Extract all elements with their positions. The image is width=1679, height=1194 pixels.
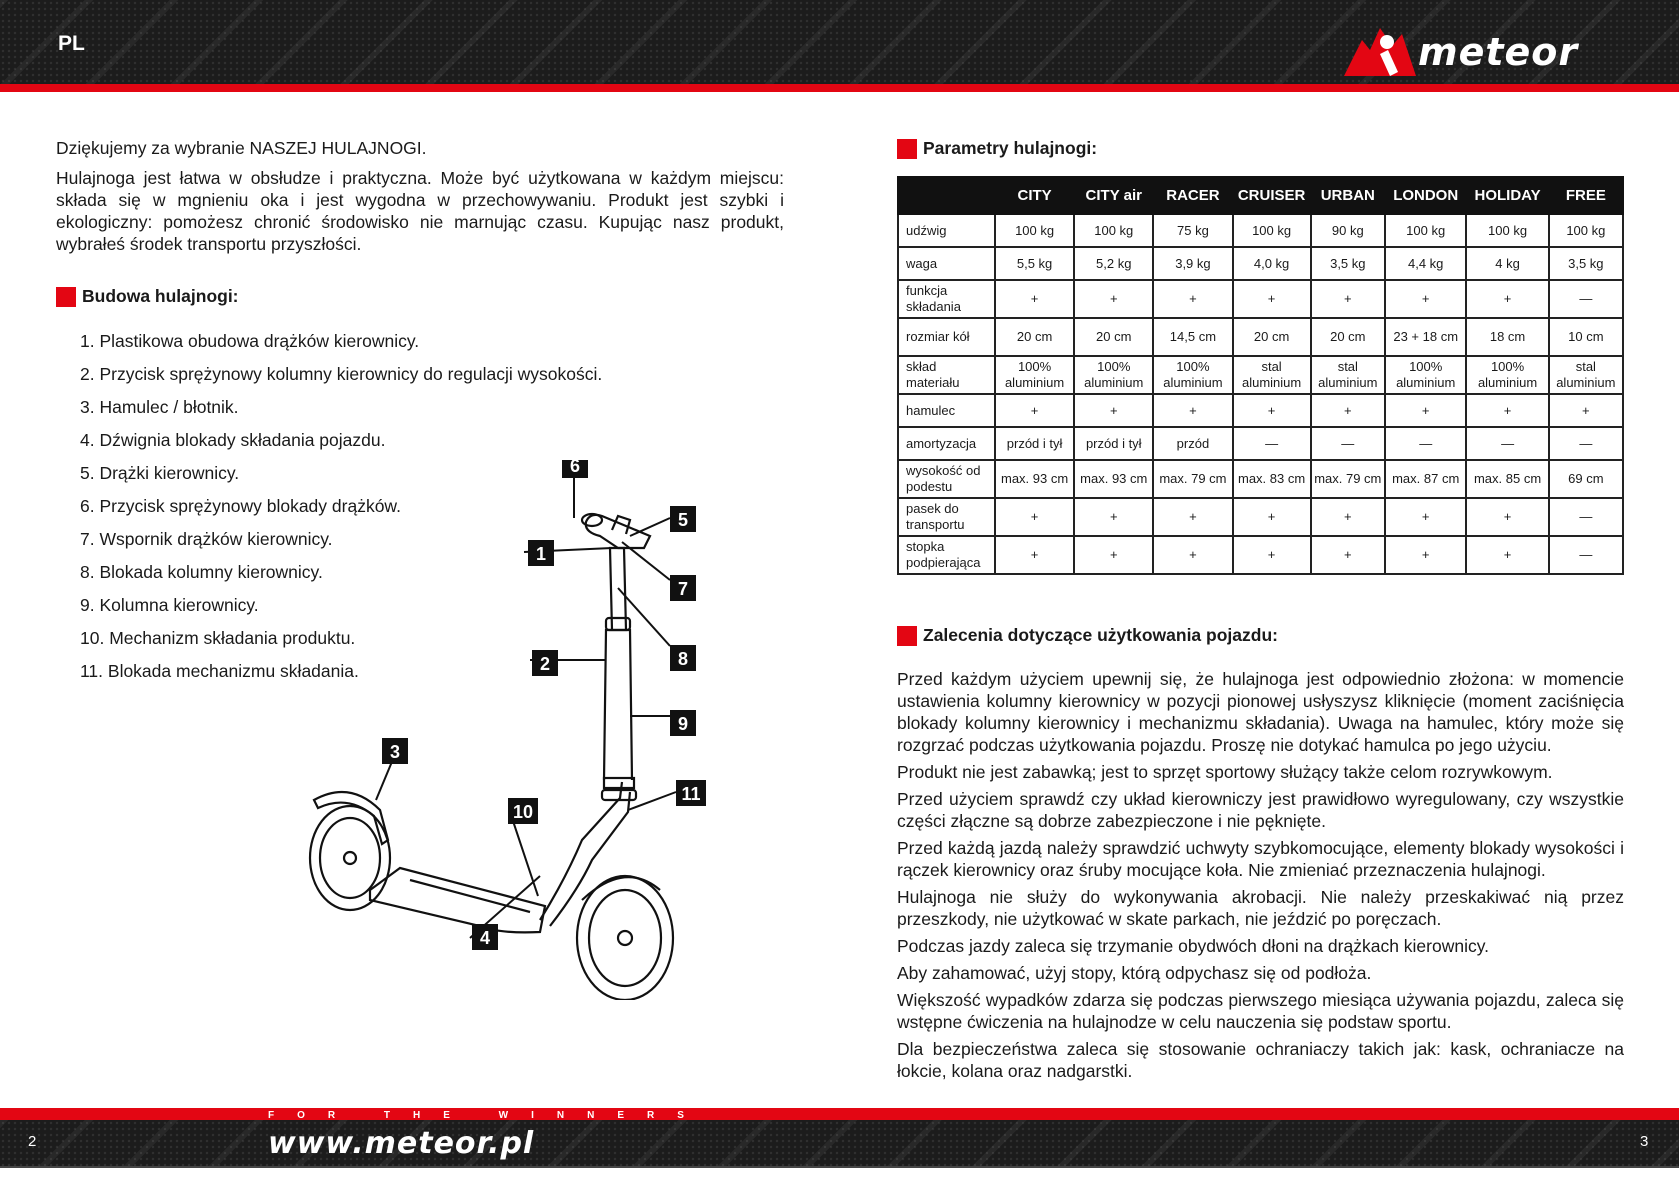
table-cell: —: [1233, 427, 1311, 460]
table-row-label: wysokość od podestu: [898, 460, 995, 498]
meteor-logo-mark-icon: [1340, 20, 1420, 80]
table-cell: 100% aluminium: [1074, 356, 1153, 394]
table-cell: 100% aluminium: [1153, 356, 1232, 394]
page-number-right: 3: [1640, 1133, 1649, 1150]
table-cell: +: [1385, 536, 1467, 574]
table-cell: +: [1153, 394, 1232, 427]
table-row-label: stopka podpierająca: [898, 536, 995, 574]
intro-section: [56, 137, 784, 263]
header-red-stripe: [0, 84, 1679, 92]
table-cell: +: [1233, 536, 1311, 574]
recommendation-paragraph: Produkt nie jest zabawką; jest to sprzęt sportowy służący także celom rozrywkowym.: [897, 762, 1553, 782]
callout-label: 3: [389, 742, 401, 762]
callout-label: 9: [677, 714, 689, 734]
list-item: 6. Przycisk sprężynowy blokady drążków.: [80, 496, 401, 516]
list-item: 9. Kolumna kierownicy.: [80, 595, 259, 615]
table-row-label: hamulec: [898, 394, 995, 427]
callout-label: 6: [569, 460, 581, 476]
table-cell: 3,5 kg: [1311, 247, 1385, 280]
table-cell: 3,9 kg: [1153, 247, 1232, 280]
table-cell: +: [1385, 280, 1467, 318]
callout-label: 11: [681, 784, 701, 804]
table-cell: +: [1466, 536, 1548, 574]
table-cell: 100 kg: [1549, 214, 1623, 247]
table-cell: stal aluminium: [1311, 356, 1385, 394]
table-cell: +: [1311, 280, 1385, 318]
table-cell: 4 kg: [1466, 247, 1548, 280]
table-cell: +: [1385, 394, 1467, 427]
table-cell: 4,4 kg: [1385, 247, 1467, 280]
table-cell: +: [995, 536, 1074, 574]
table-cell: —: [1549, 536, 1623, 574]
parameters-table: [897, 176, 1624, 575]
table-cell: 100 kg: [1385, 214, 1467, 247]
recommendation-paragraph: Przed każdą jazdą należy sprawdzić uchwyty szybkomocujące, elementy blokady wysokości i rączek kierownicy oraz śruby mocujące koła. Nie zmieniać przeznaczenia hulajnogi.: [897, 838, 1624, 880]
list-item: 2. Przycisk sprężynowy kolumny kierownicy do regulacji wysokości.: [80, 364, 603, 384]
construction-title-text: Budowa hulajnogi:: [82, 286, 239, 306]
table-row: [898, 247, 1623, 280]
table-row-label: udźwig: [898, 214, 995, 247]
recommendation-paragraph: Hulajnoga nie służy do wykonywania akrobacji. Nie należy przeskakiwać nią przez przeszkody, nie użytkować w skate parkach, nie jeździć po poręczach.: [897, 887, 1624, 929]
footer-bottom-band: [0, 1166, 1679, 1194]
table-header: FREE: [1549, 177, 1623, 214]
table-header: HOLIDAY: [1466, 177, 1548, 214]
callout-label: 8: [677, 649, 689, 669]
footer-url: www.meteor.pl: [268, 1126, 535, 1161]
table-cell: 100% aluminium: [995, 356, 1074, 394]
table-row: [898, 536, 1623, 574]
table-cell: 100 kg: [1074, 214, 1153, 247]
table-cell: 90 kg: [1311, 214, 1385, 247]
table-cell: +: [1311, 536, 1385, 574]
table-cell: +: [1385, 498, 1467, 536]
recommendations-title-text: Zalecenia dotyczące użytkowania pojazdu:: [923, 625, 1278, 645]
recommendation-paragraph: Przed użyciem sprawdź czy układ kierowniczy jest prawidłowo wyregulowany, czy wszystkie części złączne są dobrze zabezpieczone i nie pęknięte.: [897, 789, 1624, 831]
logo-text: meteor: [1418, 30, 1579, 74]
construction-title: [56, 286, 239, 307]
table-cell: +: [1074, 536, 1153, 574]
table-cell: —: [1385, 427, 1467, 460]
table-row-label: amortyzacja: [898, 427, 995, 460]
recommendation-paragraph: Przed każdym użyciem upewnij się, że hulajnoga jest odpowiednio złożona: w momencie ustawienia kolumny kierownicy w pozycji pionowej usłyszysz kliknięcie (moment zaciśnięcia blokady kolumny kierownicy i mechanizmu składania). Uwaga na hamulec, który może się rozgrzać podczas użytkowania pojazdu. Proszę nie dotykać hamulca po jego użyciu.: [897, 669, 1624, 755]
table-cell: max. 79 cm: [1153, 460, 1232, 498]
table-cell: max. 93 cm: [1074, 460, 1153, 498]
table-header-row: [898, 177, 1623, 214]
table-header: CITY air: [1074, 177, 1153, 214]
table-cell: 10 cm: [1549, 318, 1623, 356]
table-cell: 23 + 18 cm: [1385, 318, 1467, 356]
callout-label: 5: [677, 510, 689, 530]
table-header: LONDON: [1385, 177, 1467, 214]
table-cell: +: [1153, 536, 1232, 574]
table-cell: 5,5 kg: [995, 247, 1074, 280]
table-cell: +: [1074, 394, 1153, 427]
table-cell: +: [1466, 280, 1548, 318]
callout-label: 1: [535, 544, 547, 564]
table-row-label: waga: [898, 247, 995, 280]
callout-label: 10: [512, 802, 534, 822]
callout-label: 4: [479, 928, 491, 948]
table-row: [898, 318, 1623, 356]
table-header: URBAN: [1311, 177, 1385, 214]
table-cell: max. 83 cm: [1233, 460, 1311, 498]
table-cell: +: [1311, 498, 1385, 536]
table-row-label: rozmiar kół: [898, 318, 995, 356]
recommendation-paragraph: Podczas jazdy zaleca się trzymanie obydwóch dłoni na drążkach kierownicy.: [897, 936, 1490, 956]
table-header: RACER: [1153, 177, 1232, 214]
table-row: [898, 280, 1623, 318]
table-row: [898, 427, 1623, 460]
table-cell: +: [995, 498, 1074, 536]
table-cell: 75 kg: [1153, 214, 1232, 247]
table-cell: —: [1549, 427, 1623, 460]
table-cell: 100 kg: [995, 214, 1074, 247]
table-cell: +: [1549, 394, 1623, 427]
red-square-icon: [897, 139, 917, 159]
red-square-icon: [56, 287, 76, 307]
page-number-left: 2: [28, 1133, 37, 1150]
table-cell: 20 cm: [1233, 318, 1311, 356]
intro-thanks: Dziękujemy za wybranie NASZEJ HULAJNOGI.: [56, 138, 427, 158]
table-cell: przód i tył: [995, 427, 1074, 460]
table-header: CRUISER: [1233, 177, 1311, 214]
recommendations-title: [897, 625, 1278, 646]
table-cell: 5,2 kg: [1074, 247, 1153, 280]
list-item: 4. Dźwignia blokady składania pojazdu.: [80, 430, 386, 450]
footer-tagline: FOR THE WINNERS: [268, 1110, 707, 1121]
recommendation-paragraph: Większość wypadków zdarza się podczas pierwszego miesiąca używania pojazdu, zaleca się wstępne ćwiczenia na hulajnodze w celu nauczenia się podstaw sportu.: [897, 990, 1624, 1032]
table-cell: —: [1549, 498, 1623, 536]
list-item: 5. Drążki kierownicy.: [80, 463, 240, 483]
page-footer: [0, 1120, 1679, 1166]
table-cell: 18 cm: [1466, 318, 1548, 356]
table-cell: +: [1074, 498, 1153, 536]
table-row-label: funkcja składania: [898, 280, 995, 318]
table-cell: +: [1233, 498, 1311, 536]
table-cell: 69 cm: [1549, 460, 1623, 498]
table-cell: +: [1233, 280, 1311, 318]
table-cell: 100% aluminium: [1466, 356, 1548, 394]
table-cell: +: [1153, 280, 1232, 318]
table-row-label: skład materiału: [898, 356, 995, 394]
table-row: [898, 460, 1623, 498]
table-cell: 100 kg: [1233, 214, 1311, 247]
list-item: 7. Wspornik drążków kierownicy.: [80, 529, 333, 549]
table-cell: 3,5 kg: [1549, 247, 1623, 280]
language-code: PL: [58, 32, 85, 55]
list-item: 1. Plastikowa obudowa drążków kierownicy.: [80, 331, 420, 351]
table-cell: +: [1074, 280, 1153, 318]
table-cell: +: [1233, 394, 1311, 427]
table-cell: +: [995, 280, 1074, 318]
table-row: [898, 394, 1623, 427]
list-item: 3. Hamulec / błotnik.: [80, 397, 239, 417]
table-cell: max. 85 cm: [1466, 460, 1548, 498]
meteor-logo: [1340, 20, 1610, 80]
recommendations-body: [897, 668, 1624, 1087]
table-cell: —: [1311, 427, 1385, 460]
parameters-title: [897, 138, 1097, 159]
recommendation-paragraph: Dla bezpieczeństwa zaleca się stosowanie ochraniaczy takich jak: kask, ochraniacze na łokcie, kolana oraz nadgarstki.: [897, 1039, 1624, 1081]
callout-label: 2: [539, 654, 551, 674]
table-cell: 14,5 cm: [1153, 318, 1232, 356]
table-cell: przód i tył: [1074, 427, 1153, 460]
list-item: 11. Blokada mechanizmu składania.: [80, 661, 359, 681]
table-row: [898, 356, 1623, 394]
table-cell: —: [1466, 427, 1548, 460]
list-item: 10. Mechanizm składania produktu.: [80, 628, 356, 648]
table-header: CITY: [995, 177, 1074, 214]
table-cell: +: [1311, 394, 1385, 427]
table-cell: 100 kg: [1466, 214, 1548, 247]
recommendation-paragraph: Aby zahamować, użyj stopy, którą odpychasz się od podłoża.: [897, 963, 1372, 983]
table-cell: przód: [1153, 427, 1232, 460]
table-row: [898, 498, 1623, 536]
table-cell: 20 cm: [995, 318, 1074, 356]
footer-red-stripe: [0, 1108, 1679, 1120]
table-header-empty: [898, 177, 995, 214]
table-cell: 20 cm: [1074, 318, 1153, 356]
table-cell: max. 79 cm: [1311, 460, 1385, 498]
table-row-label: pasek do transportu: [898, 498, 995, 536]
table-cell: —: [1549, 280, 1623, 318]
parameters-title-text: Parametry hulajnogi:: [923, 138, 1098, 158]
scooter-diagram: [300, 460, 740, 1000]
table-cell: +: [1466, 498, 1548, 536]
table-cell: stal aluminium: [1549, 356, 1623, 394]
callout-label: 7: [677, 579, 689, 599]
table-cell: +: [1153, 498, 1232, 536]
table-cell: 100% aluminium: [1385, 356, 1467, 394]
table-row: [898, 214, 1623, 247]
table-cell: max. 93 cm: [995, 460, 1074, 498]
table-cell: +: [1466, 394, 1548, 427]
table-cell: +: [995, 394, 1074, 427]
table-cell: 4,0 kg: [1233, 247, 1311, 280]
table-cell: 20 cm: [1311, 318, 1385, 356]
list-item: 8. Blokada kolumny kierownicy.: [80, 562, 323, 582]
intro-body: Hulajnoga jest łatwa w obsłudze i praktyczna. Może być użytkowana w każdym miejscu: składa się w mgnieniu oka i jest wygodna w przechowywaniu. Produkt jest szybki i ekologiczny: pomożesz chronić środowisko nie marnując czasu. Kupując nasz produkt, wybrałeś środek transportu przyszłości.: [56, 168, 784, 254]
table-cell: max. 87 cm: [1385, 460, 1467, 498]
red-square-icon: [897, 626, 917, 646]
table-cell: stal aluminium: [1233, 356, 1311, 394]
